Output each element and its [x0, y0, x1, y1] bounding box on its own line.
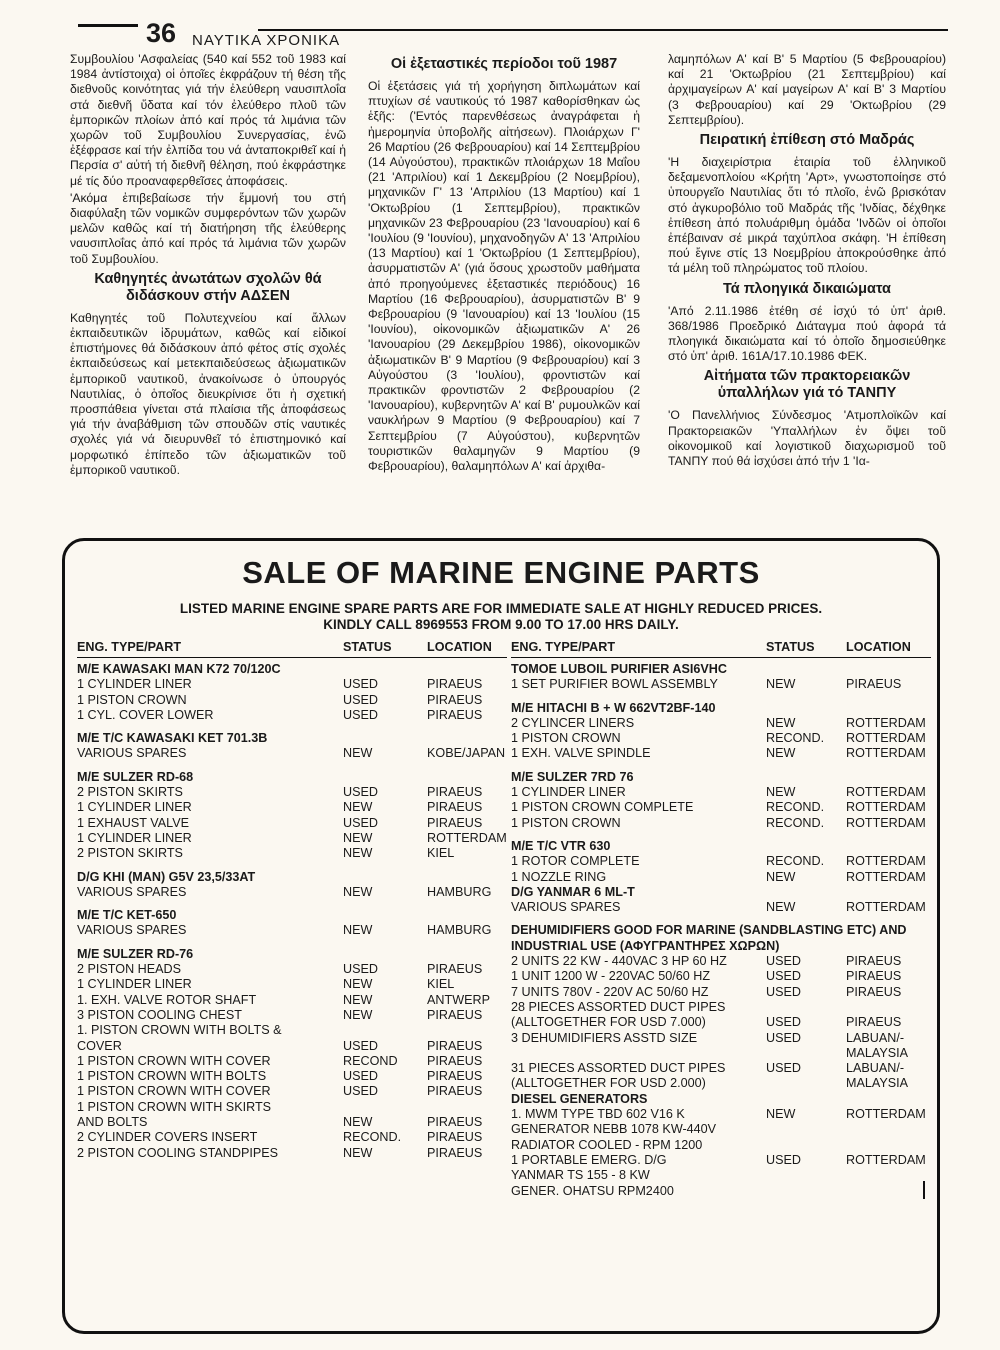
part-cell: M/E SULZER RD-76 — [77, 946, 194, 961]
ad-subtitle-line: LISTED MARINE ENGINE SPARE PARTS ARE FOR IMMEDIATE SALE AT HIGHLY REDUCED PRICES. — [179, 601, 823, 616]
table-row — [511, 854, 931, 869]
article-heading: Πειρατική ἐπίθεση στό Μαδράς — [699, 132, 915, 149]
location-cell: PIRAEUS — [427, 1130, 483, 1145]
location-cell: MALAYSIA — [846, 1076, 909, 1091]
status-cell: RECOND. — [766, 854, 825, 869]
table-row — [77, 1115, 507, 1130]
status-cell: USED — [343, 815, 378, 830]
table-section-heading — [511, 662, 931, 677]
location-cell: HAMBURG — [427, 923, 492, 938]
status-cell: USED — [343, 785, 378, 800]
location-cell: ROTTERDAM — [846, 800, 926, 815]
status-cell: RECOND. — [766, 800, 825, 815]
header-rule-left — [78, 24, 138, 27]
location-cell: PIRAEUS — [427, 1069, 483, 1084]
table-row — [511, 716, 931, 731]
parts-table-left — [77, 640, 507, 1161]
part-cell: 28 PIECES ASSORTED DUCT PIPES — [511, 999, 726, 1014]
location-cell: ROTTERDAM — [427, 830, 507, 845]
table-section-heading — [511, 939, 931, 954]
status-cell: USED — [343, 1084, 378, 1099]
table-row — [511, 1076, 931, 1091]
part-cell: 1 CYLINDER LINER — [77, 977, 192, 992]
location-cell: HAMBURG — [427, 884, 492, 899]
table-row — [77, 677, 507, 692]
part-cell: 1 PISTON CROWN WITH COVER — [77, 1053, 271, 1068]
location-cell: PIRAEUS — [846, 954, 902, 969]
part-cell: 1 PISTON CROWN WITH COVER — [77, 1084, 271, 1099]
part-cell: (ALLTOGETHER FOR USD 7.000) — [511, 1015, 706, 1030]
status-cell: NEW — [343, 1007, 373, 1022]
advertisement-box — [62, 538, 940, 1334]
part-cell: 1 PISTON CROWN — [511, 815, 621, 830]
table-row — [77, 708, 507, 723]
part-cell: 2 PISTON SKIRTS — [77, 846, 183, 861]
status-cell: NEW — [343, 977, 373, 992]
part-cell: 3 PISTON COOLING CHEST — [77, 1007, 242, 1022]
location-cell: PIRAEUS — [846, 1015, 902, 1030]
location-cell: LABUAN/- — [846, 1030, 905, 1045]
article-heading: Οἱ ἐξεταστικές περίοδοι τοῦ 1987 — [390, 56, 618, 72]
table-row — [511, 800, 931, 815]
part-cell: 2 PISTON COOLING STANDPIPES — [77, 1145, 279, 1160]
status-cell: USED — [766, 1152, 801, 1167]
table-row — [511, 1122, 931, 1137]
table-row — [77, 1146, 507, 1161]
status-cell: USED — [343, 677, 378, 692]
margin-mark — [923, 1181, 925, 1199]
table-row — [511, 1046, 931, 1061]
table-header — [77, 640, 507, 658]
table-section-heading — [511, 1092, 931, 1107]
part-cell: YANMAR TS 155 - 8 KW — [511, 1168, 650, 1183]
status-cell: NEW — [766, 900, 796, 915]
part-cell: VARIOUS SPARES — [77, 746, 187, 761]
article-text: 'Ακόμα ἐπιβεβαίωσε τήν ἔμμονή του στή διαφύλαξη τῶν νομικῶν συμφερόντων τῶν χωρῶν μελῶν καθῶς καί τή διατήρηση τῆς ἐλεύθερης ναυσιπλοΐας ἀπό καί πρός τά λιμάνια τῶν χωρῶν τοῦ Συμβουλίου. — [70, 190, 346, 266]
table-row — [77, 1023, 507, 1038]
status-cell: NEW — [766, 677, 796, 692]
part-cell: VARIOUS SPARES — [77, 923, 187, 938]
table-row — [77, 977, 507, 992]
location-cell: PIRAEUS — [427, 1084, 483, 1099]
location-cell: KOBE/JAPAN — [427, 746, 506, 761]
part-cell: AND BOLTS — [77, 1115, 148, 1130]
part-cell: 1 CYLINDER LINER — [77, 677, 192, 692]
article-text: Συμβουλίου 'Ασφαλείας (540 καί 552 τοῦ 1983 καί 1984 ἀντίστοιχα) οἱ ὁποῖες ἐκφράζουν τή θέση τῆς διεθνοῦς κοινότητας γιά τήν ἐλεύθερη ναυσιπλοΐα στά διεθνῆ ὕδατα καί τόν ἐλεύθερο πλοῦ τῶν ἐμπορικῶν πλοίων ἀπό καί πρός τά λιμάνια τῶν χωρῶν τοῦ Συμβουλίου Συνεργασίας, ἐνῶ ἐξέφρασε καί τήν ἐλπίδα του νά ἀνταποκριθεῖ καί ἡ Περσία σ' αὐτή τή διεθνῆ θέληση, πού ἐκφράστηκε μέ τίς δύο προαναφερθεῖσες ἀποφάσεις. — [70, 52, 346, 188]
status-cell: NEW — [343, 992, 373, 1007]
table-row — [511, 1153, 931, 1168]
status-cell: RECOND. — [766, 815, 825, 830]
table-row — [511, 1168, 931, 1183]
table-row — [77, 1008, 507, 1023]
article-text: Καθηγητές τοῦ Πολυτεχνείου καί ἄλλων ἐκπαιδευτικῶν ἱδρυμάτων, καθῶς καί εἰδικοί ἐπιστήμονες θά διδάσκουν ἀπό φέτος στίς σχολές ἐκπαιδεύσεως καί μετεκπαιδεύσεως ἀξιωματικῶν ἐμπορικοῦ ναυτικοῦ, ἀνακοίνωσε ὁ ὑπουργός Ναυτιλίας, ὁ ὁποῖος διευκρίνισε ὅτι ἡ σχετική προσπάθεια γίνεται στά πλαίσια τῆς ἀποφάσεως γιά τήν ἀναβάθμιση τῶν σπουδῶν στίς ναυτικές σχολές γιά νά διευρυνθεῖ τό ἐπιστημονικό καί μορφωτικό ἐπίπεδο τῶν ἀξιωματικῶν τοῦ ἐμπορικοῦ ναυτικοῦ. — [70, 310, 346, 477]
location-cell: ROTTERDAM — [846, 715, 926, 730]
table-row — [511, 746, 931, 761]
table-row — [77, 800, 507, 815]
article-text: Οἱ ἐξετάσεις γιά τή χορήγηση διπλωμάτων καί πτυχίων σέ ναυτικούς τό 1987 καθορίσθηκαν ὡς ἑξῆς: ('Εντός παρενθέσεως ἀναγράφεται ἡ ἡμερομηνία ὑποβολῆς αἰτήσεων). Πλοιάρχων Γ' 26 Μαρτίου (26 Φεβρουαρίου) καί 14 Σεπτεμβρίου (14 Αὐγούστου), πρακτικῶν πλοιάρχων 18 Μαΐου (21 'Απριλίου) καί 1 Δεκεμβρίου (2 Νοεμβρίου), μηχανικῶν Γ' 13 'Απριλίου (13 Μαρτίου) καί 1 'Οκτωβρίου (1 Σεπτεμβρίου), πρακτικῶν μηχανικῶν 23 Φεβρουαρίου (23 'Ιανουαρίου) καί 6 'Ιουλίου (9 'Ιουνίου), μηχανοδηγῶν Α' 13 'Απριλίου (13 Μαρτίου) καί 1 'Οκτωβρίου (1 Σεπτεμβρίου), ἀσυρματιστῶν Α' (γιά ὅσους χρωστοῦν μαθήματα ἀπό προηγούμενες ἐξεταστικές περιόδους) 16 Μαρτίου (16 Φεβρουαρίου), ἀσυρματιστῶν Β' 9 Φεβρουαρίου (9 'Ιανουαρίου) καί 13 'Ιουλίου (15 'Ιουνίου), οἰκονομικῶν ἀξιωματικῶν Α' 26 'Ιανουαρίου (29 Δεκεμβρίου 1986), οἰκονομικῶν ἀξιωματικῶν Β' 9 Μαρτίου (9 Φεβρουαρίου) καί 3 Αὐγούστου (3 'Ιουλίου), φροντιστῶν καί πρακτικῶν φροντιστῶν 2 Φεβρουαρίου (2 'Ιανουαρίου), κυβερνητῶν Α' καί Β' ρυμουλκῶν καί ναυκλήρων 9 Μαρτίου (9 Φεβρουαρίου) καί 7 Σεπτεμβρίου (7 Αὐγούστου), κυβερνητῶν τουριστικῶν θαλαμηγῶν 9 Μαρτίου (9 Φεβρουαρίου), θαλαμηπόλων Α' καί ἀρχιθα- — [368, 79, 640, 474]
status-cell: RECOND — [343, 1053, 398, 1068]
location-cell: PIRAEUS — [846, 984, 902, 999]
status-cell: USED — [343, 707, 378, 722]
part-cell: 1 CYLINDER LINER — [77, 800, 192, 815]
header-status: STATUS — [766, 640, 815, 654]
part-cell: 1 EXHAUST VALVE — [77, 815, 189, 830]
part-cell: 2 UNITS 22 KW - 440VAC 3 HP 60 HZ — [511, 954, 727, 969]
part-cell: M/E SULZER RD-68 — [77, 769, 194, 784]
status-cell: USED — [766, 984, 801, 999]
location-cell: KIEL — [427, 977, 455, 992]
location-cell: MALAYSIA — [846, 1045, 909, 1060]
location-cell: PIRAEUS — [846, 969, 902, 984]
table-row — [511, 816, 931, 831]
part-cell: D/G KHI (MAN) G5V 23,5/33AT — [77, 869, 256, 884]
table-row — [77, 1039, 507, 1054]
row-spacer — [77, 862, 507, 870]
status-cell: NEW — [766, 869, 796, 884]
location-cell: ROTTERDAM — [846, 854, 926, 869]
status-cell: NEW — [766, 785, 796, 800]
table-row — [511, 1000, 931, 1015]
table-row — [511, 1184, 931, 1199]
part-cell: DEHUMIDIFIERS GOOD FOR MARINE (SANDBLASTING ETC) AND — [511, 923, 907, 938]
table-section-heading — [77, 662, 507, 677]
status-cell: USED — [343, 1069, 378, 1084]
table-section-heading — [511, 770, 931, 785]
ad-subtitle-line: KINDLY CALL 8969553 FROM 9.00 TO 17.00 HRS DAILY. — [323, 617, 679, 632]
status-cell: USED — [766, 1015, 801, 1030]
part-cell: (ALLTOGETHER FOR USD 2.000) — [511, 1076, 706, 1091]
column-1 — [70, 52, 346, 480]
part-cell: 1 SET PURIFIER BOWL ASSEMBLY — [511, 677, 718, 692]
status-cell: NEW — [343, 746, 373, 761]
article-text: λαμηπόλων Α' καί Β' 5 Μαρτίου (5 Φεβρουαρίου) καί 21 'Οκτωβρίου (21 Σεπτεμβρίου) καί ἀρχιμαγείρων Α' καί μαγείρων Α' καί Β' 3 Μαρτίου (3 Φεβρουαρίου) καί 29 'Οκτωβρίου (29 Σεπτεμβρίου). — [668, 52, 946, 127]
location-cell: PIRAEUS — [427, 1115, 483, 1130]
location-cell: PIRAEUS — [427, 692, 483, 707]
part-cell: 1 PISTON CROWN COMPLETE — [511, 800, 694, 815]
location-cell: PIRAEUS — [427, 1007, 483, 1022]
part-cell: 31 PIECES ASSORTED DUCT PIPES — [511, 1061, 726, 1076]
row-spacer — [77, 939, 507, 947]
part-cell: 3 DEHUMIDIFIERS ASSTD SIZE — [511, 1030, 698, 1045]
table-row — [77, 746, 507, 761]
location-cell: PIRAEUS — [427, 800, 483, 815]
location-cell: PIRAEUS — [427, 1145, 483, 1160]
column-2 — [368, 52, 640, 476]
parts-table-right — [511, 640, 931, 1199]
part-cell: 1. PISTON CROWN WITH BOLTS & — [77, 1023, 282, 1038]
table-row — [511, 731, 931, 746]
table-row — [77, 923, 507, 938]
table-row — [77, 1054, 507, 1069]
table-row — [77, 846, 507, 861]
article-heading: Τά πλοηγικά δικαιώματα — [723, 280, 891, 297]
row-spacer — [511, 915, 931, 923]
status-cell: NEW — [343, 884, 373, 899]
row-spacer — [511, 831, 931, 839]
location-cell: PIRAEUS — [427, 962, 483, 977]
page-header — [68, 20, 948, 50]
table-section-heading — [511, 701, 931, 716]
part-cell: COVER — [77, 1038, 122, 1053]
status-cell: NEW — [766, 715, 796, 730]
article-heading: Καθηγητές ἀνωτάτων σχολῶν θά διδάσκουν στήν ΑΔΣΕΝ — [94, 270, 322, 304]
header-part: ENG. TYPE/PART — [511, 640, 616, 654]
ad-title: SALE OF MARINE ENGINE PARTS — [242, 555, 760, 590]
part-cell: M/E T/C KAWASAKI KET 701.3B — [77, 731, 268, 746]
status-cell: RECOND. — [766, 731, 825, 746]
part-cell: 1 PORTABLE EMERG. D/G — [511, 1152, 667, 1167]
location-cell: ROTTERDAM — [846, 785, 926, 800]
part-cell: 2 PISTON HEADS — [77, 962, 182, 977]
part-cell: 1 ROTOR COMPLETE — [511, 854, 640, 869]
location-cell: ROTTERDAM — [846, 815, 926, 830]
part-cell: 1. MWM TYPE TBD 602 V16 K — [511, 1107, 685, 1122]
location-cell: ROTTERDAM — [846, 1152, 926, 1167]
header-location: LOCATION — [846, 640, 911, 654]
location-cell: PIRAEUS — [846, 677, 902, 692]
article-heading: Αἰτήματα τῶν πρακτορειακῶν ὑπαλλήλων γιά τό ΤΑΝΠΥ — [703, 368, 911, 402]
part-cell: 1 UNIT 1200 W - 220VAC 50/60 HZ — [511, 969, 711, 984]
part-cell: M/E T/C KET-650 — [77, 908, 177, 923]
table-row — [511, 1061, 931, 1076]
location-cell: ROTTERDAM — [846, 869, 926, 884]
table-row — [511, 954, 931, 969]
part-cell: GENER. OHATSU RPM2400 — [511, 1183, 674, 1198]
status-cell: NEW — [766, 746, 796, 761]
table-header — [511, 640, 931, 658]
status-cell: NEW — [343, 1115, 373, 1130]
location-cell: LABUAN/- — [846, 1061, 905, 1076]
part-cell: D/G YANMAR 6 ML-T — [511, 884, 635, 899]
part-cell: M/E HITACHI B + W 662VT2BF-140 — [511, 700, 716, 715]
location-cell: ROTTERDAM — [846, 746, 926, 761]
table-section-heading — [77, 908, 507, 923]
part-cell: GENERATOR NEBB 1078 KW-440V — [511, 1122, 717, 1137]
part-cell: 1 PISTON CROWN WITH BOLTS — [77, 1069, 267, 1084]
table-section-heading — [77, 870, 507, 885]
status-cell: USED — [343, 692, 378, 707]
table-section-heading — [511, 923, 931, 938]
header-status: STATUS — [343, 640, 392, 654]
table-row — [77, 1084, 507, 1099]
part-cell: 1 CYL. COVER LOWER — [77, 707, 214, 722]
status-cell: USED — [766, 954, 801, 969]
table-section-heading — [511, 839, 931, 854]
table-row — [77, 785, 507, 800]
table-row — [77, 1069, 507, 1084]
part-cell: VARIOUS SPARES — [77, 884, 187, 899]
header-rule-right — [258, 29, 948, 31]
page-number: 36 — [146, 18, 177, 48]
row-spacer — [77, 762, 507, 770]
table-row — [511, 1107, 931, 1122]
part-cell: 2 PISTON SKIRTS — [77, 785, 183, 800]
row-spacer — [511, 693, 931, 701]
table-section-heading — [77, 947, 507, 962]
article-text: 'Η διαχειρίστρια ἑταιρία τοῦ ἑλληνικοῦ δεξαμενοπλοίου «Κρήτη 'Αρτ», γνωστοποίησε στό ὑπουργεῖο Ναυτιλίας ὅτι τό πλοῖο, ἐνῶ βρισκόταν στό ἀγκυροβόλιο τοῦ Μαδράς τῆς 'Ινδίας, δέχθηκε ἐπίθεση ἀπό πολυάριθμη ὁμάδα 'Ινδῶν οἱ ὁποῖοι ἐπέβαιναν σέ μικρά ταχύπλοα σκάφη. 'Η ἐπίθεση πού ἔγινε στίς 13 Νοεμβρίου ἀποκρούσθηκε ἀπό τά μέλη τοῦ πληρώματος τοῦ πλοίου. — [668, 155, 946, 276]
location-cell: ROTTERDAM — [846, 731, 926, 746]
location-cell: PIRAEUS — [427, 677, 483, 692]
status-cell: NEW — [343, 846, 373, 861]
status-cell: NEW — [343, 830, 373, 845]
publication-title: ΝΑΥΤΙΚΑ ΧΡΟΝΙΚΑ — [192, 32, 341, 49]
table-row — [77, 885, 507, 900]
table-row — [77, 693, 507, 708]
table-row — [511, 900, 931, 915]
table-row — [511, 985, 931, 1000]
table-row — [511, 1015, 931, 1030]
status-cell: USED — [766, 1030, 801, 1045]
part-cell: VARIOUS SPARES — [511, 900, 621, 915]
status-cell: RECOND. — [343, 1130, 402, 1145]
table-row — [511, 969, 931, 984]
table-row — [511, 785, 931, 800]
part-cell: 2 CYLINCER LINERS — [511, 715, 635, 730]
part-cell: M/E T/C VTR 630 — [511, 838, 611, 853]
header-location: LOCATION — [427, 640, 492, 654]
status-cell: NEW — [343, 800, 373, 815]
status-cell: NEW — [343, 1145, 373, 1160]
part-cell: 1 PISTON CROWN — [511, 731, 621, 746]
part-cell: INDUSTRIAL USE (ΑΦΥΓΡΑΝΤΗΡΕΣ ΧΩΡΩΝ) — [511, 938, 780, 953]
location-cell: PIRAEUS — [427, 1038, 483, 1053]
status-cell: USED — [766, 1061, 801, 1076]
row-spacer — [511, 762, 931, 770]
status-cell: USED — [343, 962, 378, 977]
part-cell: 1 PISTON CROWN — [77, 692, 187, 707]
article-text: 'Ο Πανελλήνιος Σύνδεσμος 'Ατμοπλοϊκῶν καί Πρακτορειακῶν 'Υπαλλήλων ἐν ὄψει τοῦ οἰκονομικοῦ καί λογιστικοῦ διαχωρισμοῦ τοῦ ΤΑΝΠΥ πού θά ἰσχύσει ἀπό τήν 1 'Ια- — [668, 408, 946, 469]
part-cell: 2 CYLINDER COVERS INSERT — [77, 1130, 258, 1145]
table-row — [77, 993, 507, 1008]
location-cell: PIRAEUS — [427, 815, 483, 830]
table-row — [511, 1031, 931, 1046]
part-cell: 1 CYLINDER LINER — [511, 785, 626, 800]
status-cell: USED — [343, 1038, 378, 1053]
location-cell: ROTTERDAM — [846, 900, 926, 915]
location-cell: KIEL — [427, 846, 455, 861]
table-section-heading — [511, 885, 931, 900]
table-row — [511, 677, 931, 692]
part-cell: 1 NOZZLE RING — [511, 869, 607, 884]
ad-subtitle — [65, 601, 937, 633]
part-cell: DIESEL GENERATORS — [511, 1091, 648, 1106]
part-cell: RADIATOR COOLED - RPM 1200 — [511, 1137, 703, 1152]
table-section-heading — [77, 770, 507, 785]
table-row — [77, 962, 507, 977]
part-cell: 1 PISTON CROWN WITH SKIRTS — [77, 1099, 272, 1114]
part-cell: 1 EXH. VALVE SPINDLE — [511, 746, 651, 761]
location-cell: ANTWERP — [427, 992, 490, 1007]
header-part: ENG. TYPE/PART — [77, 640, 182, 654]
part-cell: TOMOE LUBOIL PURIFIER ASI6VHC — [511, 662, 727, 676]
status-cell: NEW — [343, 923, 373, 938]
table-row — [511, 870, 931, 885]
table-row — [77, 816, 507, 831]
status-cell: USED — [766, 969, 801, 984]
part-cell: 7 UNITS 780V - 220V AC 50/60 HZ — [511, 984, 709, 999]
table-row — [77, 1130, 507, 1145]
location-cell: PIRAEUS — [427, 785, 483, 800]
location-cell: PIRAEUS — [427, 707, 483, 722]
table-section-heading — [77, 731, 507, 746]
article-text: 'Από 2.11.1986 ἐτέθη σέ ἰσχύ τό ὑπ' ἀριθ. 368/1986 Προεδρικό Διάταγμα πού ἀφορά τά πλοηγικά δικαιώματα καί τό ὁποῖο δημοσιεύθηκε στό ὑπ' ἀριθ. 161Α/17.10.1986 ΦΕΚ. — [668, 303, 946, 364]
table-row — [511, 1138, 931, 1153]
part-cell: 1. EXH. VALVE ROTOR SHAFT — [77, 992, 257, 1007]
part-cell: M/E SULZER 7RD 76 — [511, 769, 634, 784]
part-cell: 1 CYLINDER LINER — [77, 830, 192, 845]
status-cell: NEW — [766, 1107, 796, 1122]
column-3 — [668, 52, 946, 471]
row-spacer — [77, 900, 507, 908]
part-cell: M/E KAWASAKI MAN K72 70/120C — [77, 662, 281, 676]
location-cell: PIRAEUS — [427, 1053, 483, 1068]
location-cell: ROTTERDAM — [846, 1107, 926, 1122]
table-row — [77, 831, 507, 846]
table-row — [77, 1100, 507, 1115]
row-spacer — [77, 723, 507, 731]
